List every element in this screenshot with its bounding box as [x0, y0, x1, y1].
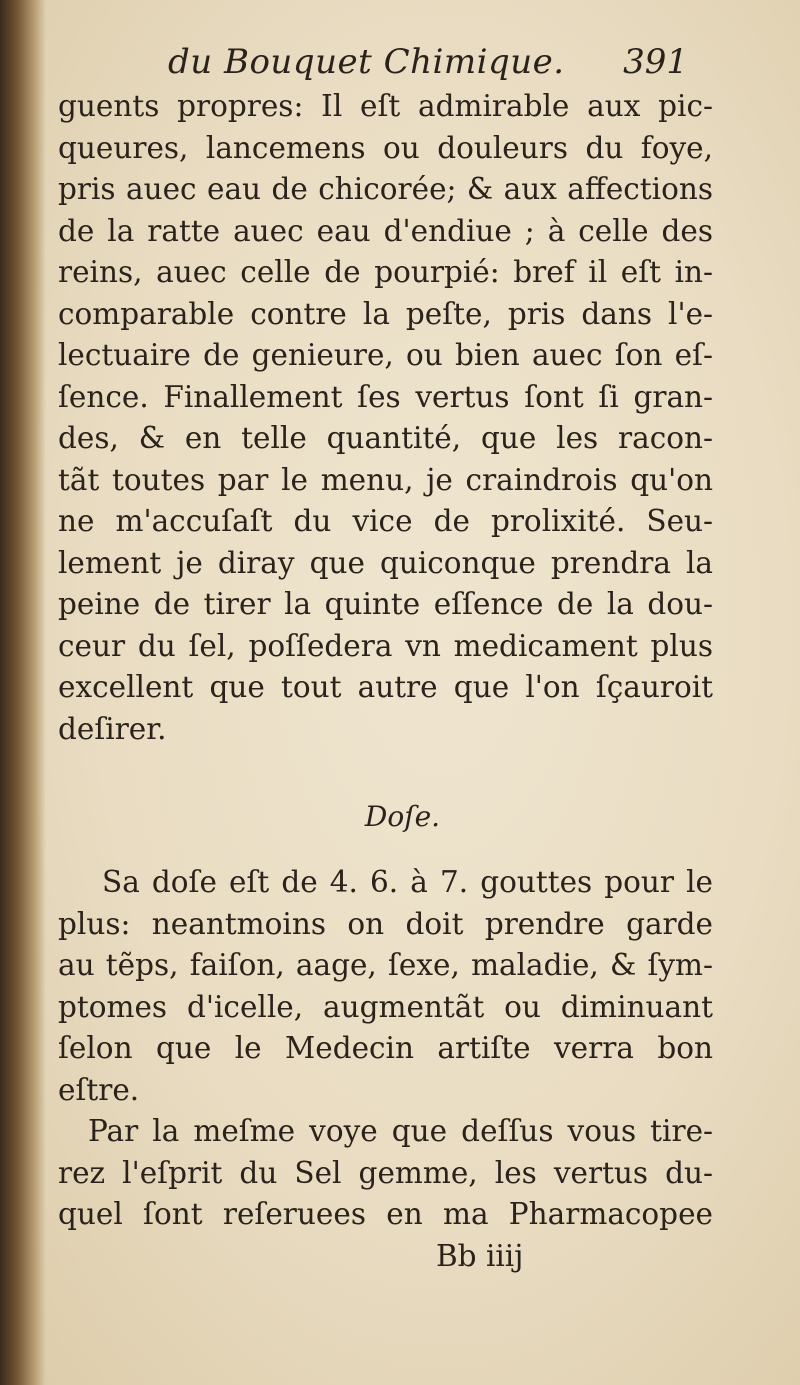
text-line: ne m'accuſaſt du vice de prolixité. Seu-	[58, 504, 713, 538]
text-line: ptomes d'icelle, augmentãt ou diminuant	[58, 989, 713, 1024]
text-line: au tẽps, faiſon, aage, ſexe, maladie, & ſym-	[58, 948, 713, 982]
text-line: guents propres: Il eſt admirable aux pic-	[58, 89, 713, 123]
signature-mark: Bb iiij	[436, 1238, 524, 1273]
section-heading-dose: Doſe.	[364, 800, 441, 833]
text-line: Sa doſe eſt de 4. 6. à 7. gouttes pour le	[102, 865, 713, 899]
text-line: plus: neantmoins on doit prendre garde	[58, 906, 713, 941]
text-line: des, & en telle quantité, que les racon-	[58, 421, 713, 455]
text-line: ſelon que le Medecin artiſte verra bon	[58, 1031, 713, 1065]
paragraph-sel-gemme	[58, 1111, 713, 1236]
text-line: ceur du ſel, poſſedera vn medicament plus	[58, 628, 713, 663]
text-line: peine de tirer la quinte eſſence de la dou-	[58, 587, 713, 621]
text-line: lectuaire de genieure, ou bien auec ſon eſ-	[58, 338, 713, 372]
text-line: quel ſont reſeruees en ma Pharmacopee	[58, 1197, 713, 1231]
text-line: tãt toutes par le menu, je craindrois qu'on	[58, 462, 713, 497]
text-line: pris auec eau de chicorée; & aux affections	[58, 172, 713, 206]
text-line: Par la meſme voye que deſſus vous tire-	[88, 1114, 713, 1148]
running-head	[168, 42, 688, 90]
text-block	[58, 86, 713, 1277]
page-gutter-shadow	[0, 0, 46, 1385]
text-line: queures, lancemens ou douleurs du foye,	[58, 130, 713, 165]
text-line: deſirer.	[58, 711, 167, 746]
paragraph-virtues	[58, 86, 713, 750]
text-line: ſence. Finallement ſes vertus ſont ſi gran-	[58, 379, 713, 414]
text-line: rez l'eſprit du Sel gemme, les vertus du-	[58, 1155, 713, 1190]
paragraph-dose	[58, 862, 713, 1111]
text-line: de la ratte auec eau d'endiue ; à celle des	[58, 213, 713, 248]
text-line: eſtre.	[58, 1072, 140, 1107]
text-line: reins, auec celle de pourpié: bref il eſt in-	[58, 255, 713, 289]
text-line: lement je diray que quiconque prendra la	[58, 545, 713, 580]
page-number: 391	[623, 42, 688, 82]
text-line: comparable contre la peſte, pris dans l'e-	[58, 296, 713, 331]
running-head-title: du Bouquet Chimique.	[168, 42, 565, 82]
text-line: excellent que tout autre que l'on ſçauroit	[58, 670, 713, 704]
